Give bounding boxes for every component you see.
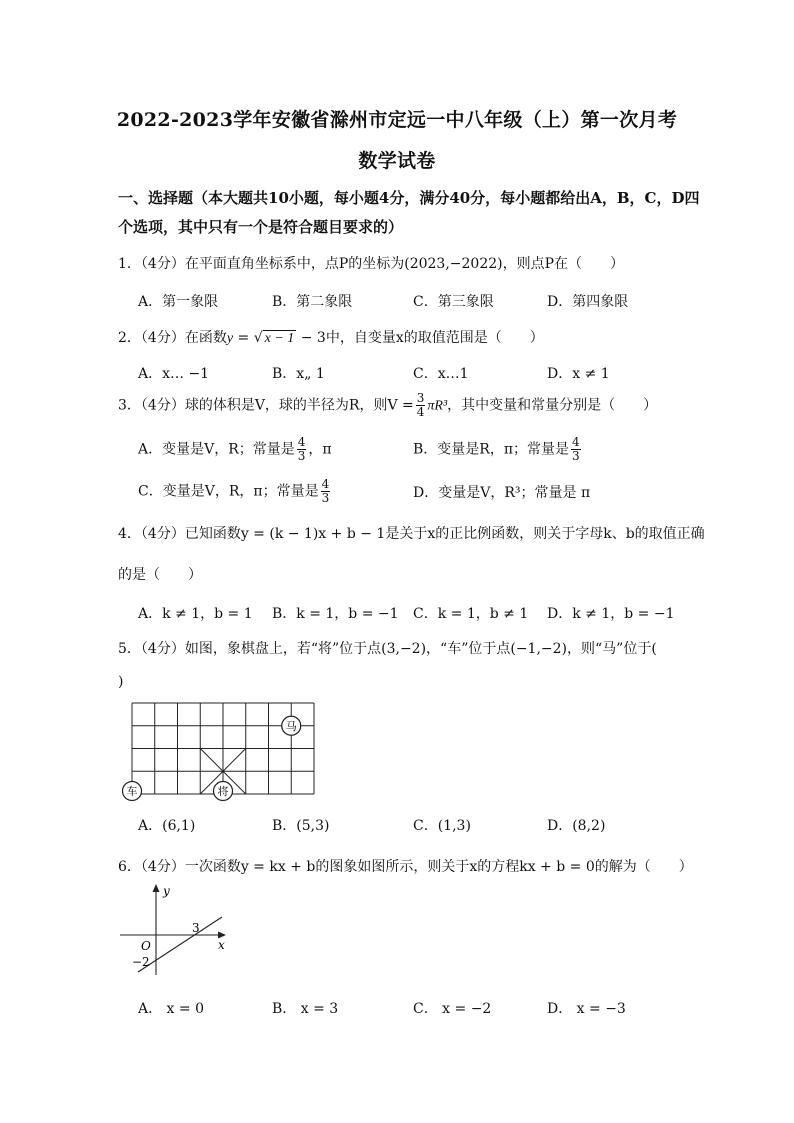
origin-label: O: [141, 939, 151, 953]
q3-opt-c-num: 4: [321, 477, 330, 491]
linear-function-graph: [118, 883, 238, 978]
piece-ma: [282, 716, 301, 735]
q3-fraction: [416, 392, 426, 419]
question-5-line1: 5．（4分）如图，象棋盘上，若“将”位于点(3,−2)，“车”位于点(−1,−2)，则“马”位于(: [118, 641, 657, 657]
piece-che: [123, 782, 142, 801]
y-axis-label: y: [163, 884, 170, 898]
q3-opt-b-frac: [571, 436, 581, 463]
q3-option-c: [138, 478, 332, 505]
q3-opt-c-den: 3: [321, 491, 330, 505]
q3-opt-a-num: 4: [297, 435, 306, 449]
q5-option-d: D．(8,2): [547, 818, 606, 834]
question-1-text: 1．（4分）在平面直角坐标系中，点P的坐标为(2023,−2022)，则点P在（ ）: [118, 256, 625, 272]
q1-option-c: C．第三象限: [413, 294, 494, 310]
q3-option-d: D．变量是V，R³；常量是 π: [413, 485, 591, 501]
q2-prefix: 2．（4分）在函数: [118, 330, 227, 346]
q2-option-c: C．x…1: [413, 366, 469, 382]
y-intercept-label: −2: [132, 955, 150, 969]
q3-option-a: [138, 436, 332, 463]
q5-option-c: C．(1,3): [413, 818, 471, 834]
q3-opt-a-frac: [297, 436, 307, 463]
q2-func-sqrt: x − 1: [264, 331, 295, 346]
q2-func-eq: =: [233, 330, 254, 346]
q3-frac-den: 4: [416, 405, 425, 419]
page-title-line2: 数学试卷: [358, 150, 436, 172]
chessboard-figure: [118, 700, 323, 805]
q3-opt-b-num: 4: [572, 435, 580, 449]
q6-option-a: A． x = 0: [138, 1001, 204, 1017]
question-6-text: 6．（4分）一次函数y = kx + b的图象如图所示，则关于x的方程kx + b = 0的解为（ ）: [118, 859, 693, 875]
q3-opt-b-den: 3: [572, 449, 580, 463]
piece-jiang: [214, 782, 233, 801]
q3-opt-a-post: ，π: [308, 441, 332, 458]
q4-option-a: A．k ≠ 1，b = 1: [138, 606, 253, 622]
question-4-line1: 4．（4分）已知函数y = (k − 1)x + b − 1是关于x的正比例函数，则关于字母k、b的取值正确: [118, 526, 705, 542]
q6-option-c: C． x = −2: [413, 1001, 492, 1017]
q3-opt-b-pre: B．变量是R，π；常量是: [413, 441, 570, 458]
q3-opt-a-den: 3: [297, 449, 306, 463]
q3-formula-tail: πR³: [427, 398, 448, 414]
q4-option-b: B．k = 1，b = −1: [272, 606, 399, 622]
x-axis-label: x: [218, 938, 225, 952]
q3-option-b: [413, 436, 583, 463]
q2-suffix: 中，自变量x的取值范围是（ ）: [325, 330, 544, 346]
q6-option-b: B． x = 3: [272, 1001, 339, 1017]
question-3-text: [118, 392, 657, 419]
q2-option-a: A．x… −1: [138, 366, 210, 382]
q4-option-d: D．k ≠ 1，b = −1: [547, 606, 675, 622]
q3-prefix: 3．（4分）球的体积是V，球的半径为R，则V =: [118, 397, 414, 414]
y-axis-arrow: [153, 884, 160, 892]
q4-option-c: C．k = 1，b ≠ 1: [413, 606, 529, 622]
question-2-text: 2．（4分）在函数y = √ x − 1 − 3中，自变量x的取值范围是（ ）: [118, 330, 544, 346]
q3-frac-num: 3: [416, 391, 425, 405]
q3-opt-c-pre: C．变量是V，R，π；常量是: [138, 483, 319, 500]
q3-opt-a-pre: A．变量是V，R；常量是: [138, 441, 295, 458]
q2-option-b: B．x„ 1: [272, 366, 325, 382]
piece-ma-label: 马: [285, 720, 297, 733]
q3-opt-c-frac: [321, 478, 331, 505]
q2-func-y: y: [226, 331, 234, 346]
question-4-line2: 的是（ ）: [118, 567, 202, 583]
q3-suffix: ，其中变量和常量分别是（ ）: [447, 397, 658, 414]
section-heading-line2: 个选项，其中只有一个是符合题目要求的）: [118, 218, 404, 236]
piece-jiang-label: 将: [217, 785, 229, 798]
chessboard-grid: [132, 703, 314, 794]
q5-option-b: B．(5,3): [272, 818, 330, 834]
q2-func-tail: − 3: [296, 330, 326, 346]
q1-option-d: D．第四象限: [547, 294, 629, 310]
x-intercept-label: 3: [192, 921, 200, 935]
question-5-line2: ): [118, 674, 124, 690]
q2-option-d: D．x ≠ 1: [547, 366, 610, 382]
q1-option-b: B．第二象限: [272, 294, 353, 310]
q1-option-a: A．第一象限: [138, 294, 219, 310]
q5-option-a: A．(6,1): [138, 818, 196, 834]
page-title-line1: 2022-2023学年安徽省滁州市定远一中八年级（上）第一次月考: [116, 109, 678, 131]
section-heading-line1: 一、选择题（本大题共10小题，每小题4分，满分40分，每小题都给出A，B，C，D四: [118, 189, 700, 207]
q6-option-d: D． x = −3: [547, 1001, 626, 1017]
piece-che-label: 车: [126, 785, 138, 798]
